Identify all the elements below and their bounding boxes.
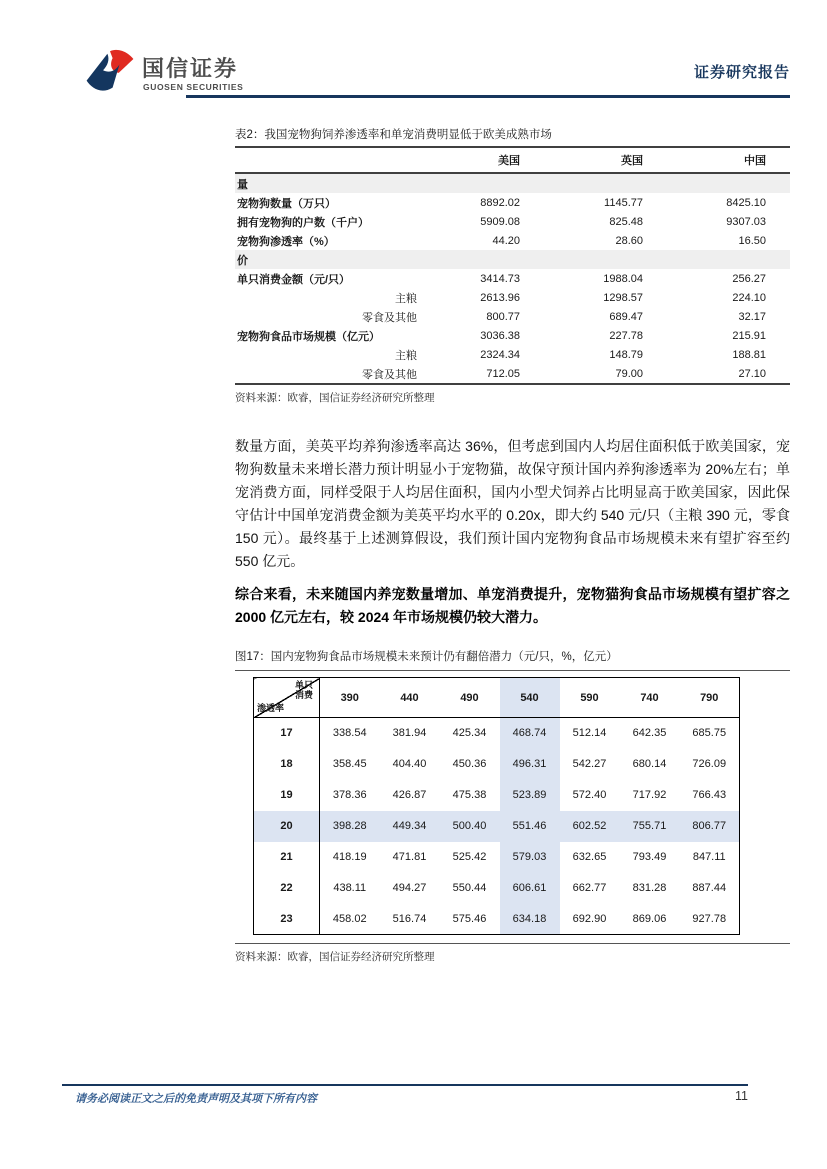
figure17-bottom-divider: [235, 943, 790, 944]
figure17-value: 358.45: [332, 758, 367, 770]
figure17-value: 512.14: [572, 727, 607, 740]
table2-value: 256.27: [732, 272, 766, 285]
table2-header-uk: 英国: [544, 147, 667, 173]
guosen-logo-icon: [84, 46, 136, 98]
table2-row: [235, 326, 790, 345]
figure17-top-divider: [235, 670, 790, 671]
table2-row-label: 宠物狗数量（万只）: [237, 197, 336, 210]
figure17-value: 831.28: [632, 882, 667, 894]
table2-section-label: 量: [235, 173, 790, 193]
table2-value: 3414.73: [480, 272, 520, 285]
table2-row: [235, 193, 790, 212]
table2-row: [235, 231, 790, 250]
table2-header-row: [235, 147, 790, 173]
figure17-value: 471.81: [392, 851, 427, 863]
figure17-value: 806.77: [680, 811, 740, 842]
table2-value: 79.00: [615, 367, 643, 380]
figure17-value: 685.75: [692, 727, 727, 740]
figure17-header-row: [254, 678, 740, 718]
figure17-value: 755.71: [620, 811, 680, 842]
table2-value: 2324.34: [480, 348, 520, 361]
table2: [235, 146, 790, 385]
figure17-value: 887.44: [692, 882, 727, 894]
figure17-corner-top-label: 单只消费: [294, 680, 313, 700]
table2-value: 27.10: [738, 367, 766, 380]
figure17-value: 523.89: [500, 780, 560, 811]
figure17-value: 458.02: [332, 912, 367, 925]
figure17-value: 468.74: [500, 718, 560, 749]
figure17-value: 438.11: [333, 882, 367, 894]
table2-row-label: 宠物狗食品市场规模（亿元）: [237, 330, 380, 343]
figure17-col-header: 790: [680, 678, 740, 718]
figure17-corner-cell: [254, 678, 320, 718]
figure17-value: 550.44: [452, 882, 487, 894]
table2-row: [235, 307, 790, 326]
figure17-value: 418.19: [332, 851, 367, 863]
table2-value: 215.91: [732, 329, 766, 342]
figure17-row-label: 23: [254, 904, 320, 935]
table2-value: 148.79: [609, 348, 643, 361]
figure17-source: 资料来源：欧睿，国信证券经济研究所整理: [235, 951, 435, 963]
table2-row: [235, 212, 790, 231]
figure17-col-header: 390: [320, 678, 380, 718]
figure17-value: 398.28: [320, 811, 380, 842]
table2-body: [235, 173, 790, 384]
table2-value: 825.48: [609, 215, 643, 228]
figure17-value: 542.27: [572, 758, 607, 770]
figure17-value: 793.49: [632, 851, 667, 863]
figure17-value: 680.14: [632, 758, 667, 770]
figure17-col-header: 540: [500, 678, 560, 718]
table2-row: [235, 345, 790, 364]
figure17-row-label: 17: [254, 718, 320, 749]
figure17-value: 425.34: [452, 727, 487, 740]
table2-title: 表2：我国宠物狗饲养渗透率和单宠消费明显低于欧美成熟市场: [235, 129, 552, 141]
table2-header-us: 美国: [421, 147, 544, 173]
table2-row-label: 主粮: [395, 292, 417, 305]
table2-value: 1988.04: [603, 272, 643, 285]
table2-value: 1145.77: [604, 196, 643, 209]
figure17-value: 717.92: [632, 789, 667, 801]
figure17-body: [254, 718, 740, 935]
table2-row-label: 宠物狗渗透率（%）: [237, 235, 335, 248]
footer-disclaimer: 请务必阅读正文之后的免责声明及其项下所有内容: [75, 1093, 317, 1105]
figure17-col-header: 440: [380, 678, 440, 718]
table2-row-label: 单只消费金额（元/只）: [237, 273, 351, 286]
table2-source: 资料来源：欧睿，国信证券经济研究所整理: [235, 392, 435, 404]
figure17-title: 图17：国内宠物狗食品市场规模未来预计仍有翻倍潜力（元/只，%，亿元）: [235, 651, 618, 663]
table2-row-label: 零食及其他: [362, 368, 417, 381]
figure17-value: 404.40: [392, 758, 427, 770]
header-divider: [186, 95, 790, 98]
figure17-value: 634.18: [500, 904, 560, 935]
figure17-value: 662.77: [572, 882, 607, 894]
brand-name-en: GUOSEN SECURITIES: [143, 82, 244, 92]
figure17-row: [254, 749, 740, 780]
figure17-value: 692.90: [572, 912, 607, 925]
brand-name-cn: 国信证券: [142, 56, 239, 81]
table2-value: 28.60: [615, 234, 643, 247]
table2-value: 689.47: [609, 310, 643, 323]
figure17-value: 869.06: [632, 912, 667, 925]
table2-value: 800.77: [486, 310, 520, 323]
figure17-row: [254, 780, 740, 811]
table2-row: [235, 173, 790, 193]
figure17-value: 381.94: [392, 727, 427, 740]
summary-paragraph: 综合来看，未来随国内养宠数量增加、单宠消费提升，宠物猫狗食品市场规模有望扩容之 2000 亿元左右，较 2024 年市场规模仍较大潜力。: [235, 586, 790, 625]
figure17-value: 642.35: [632, 727, 667, 740]
table2-header-cn: 中国: [667, 147, 790, 173]
figure17-value: 500.40: [440, 811, 500, 842]
figure17-row-label: 22: [254, 873, 320, 904]
figure17-value: 449.34: [380, 811, 440, 842]
figure17-value: 338.54: [332, 727, 367, 740]
figure17-value: 847.11: [692, 851, 726, 863]
figure17-value: 494.27: [392, 882, 427, 894]
figure17-row-label: 19: [254, 780, 320, 811]
figure17-row: [254, 873, 740, 904]
figure17-value: 572.40: [572, 789, 607, 801]
figure17-value: 525.42: [452, 851, 487, 863]
table2-value: 9307.03: [726, 215, 766, 228]
figure17-value: 927.78: [692, 912, 727, 925]
table2-value: 8892.02: [480, 196, 520, 209]
table2-value: 712.05: [486, 367, 520, 380]
figure17-row: [254, 811, 740, 842]
table2-value: 3036.38: [480, 329, 520, 342]
table2-value: 32.17: [738, 310, 766, 323]
figure17-value: 450.36: [452, 758, 487, 770]
table2-row-label: 零食及其他: [362, 311, 417, 324]
table2-row: [235, 364, 790, 384]
figure17-row-label: 21: [254, 842, 320, 873]
figure17-value: 551.46: [500, 811, 560, 842]
table2-value: 2613.96: [480, 291, 520, 304]
figure17-matrix-wrap: [253, 677, 790, 935]
report-type-label: 证券研究报告: [693, 64, 790, 81]
figure17-col-header: 490: [440, 678, 500, 718]
table2-value: 5909.08: [480, 215, 520, 228]
figure17-row-label: 20: [254, 811, 320, 842]
footer-divider: [62, 1084, 748, 1086]
figure17-corner-bottom-label: 渗透率: [257, 703, 285, 713]
figure17-value: 602.52: [560, 811, 620, 842]
table2-row: [235, 250, 790, 269]
figure17-value: 475.38: [452, 789, 487, 801]
body-paragraph: 数量方面，美英平均养狗渗透率高达 36%，但考虑到国内人均居住面积低于欧美国家，宠物狗数量未来增长潜力预计明显小于宠物猫，故保守预计国内养狗渗透率为 20%左右；单宠消费方面，同样受限于人均居住面积，国内小型犬饲养占比明显高于欧美国家，因此保守估计中国单宠消费金额为美英平均水平的 0.20x，即大约 540 元/只（主粮 390 元，零食 150 元）。最终基于上述测算假设，我们预计国内宠物狗食品市场规模未来有望扩容至约 550 亿元。: [235, 438, 790, 569]
figure17-value: 496.31: [500, 749, 560, 780]
table2-value: 44.20: [492, 234, 520, 247]
figure17-row: [254, 904, 740, 935]
figure17-table: [253, 677, 740, 935]
figure17-value: 426.87: [392, 789, 427, 801]
figure17-value: 575.46: [452, 912, 487, 925]
figure17-value: 606.61: [500, 873, 560, 904]
figure17-value: 726.09: [692, 758, 727, 770]
table2-row-label: 拥有宠物狗的户数（千户）: [237, 216, 369, 229]
table2-value: 224.10: [732, 291, 766, 304]
table2-value: 8425.10: [726, 196, 766, 209]
content-column: [235, 126, 790, 964]
figure17-col-header: 740: [620, 678, 680, 718]
table2-value: 1298.57: [603, 291, 643, 304]
figure17-row: [254, 842, 740, 873]
figure17-row-label: 18: [254, 749, 320, 780]
figure17-value: 766.43: [692, 789, 727, 801]
page-number: 11: [735, 1089, 748, 1103]
table2-row: [235, 269, 790, 288]
table2-header-empty: [235, 147, 421, 173]
figure17-row: [254, 718, 740, 749]
table2-value: 188.81: [732, 348, 766, 361]
table2-row: [235, 288, 790, 307]
figure17-value: 579.03: [500, 842, 560, 873]
figure17-value: 378.36: [332, 789, 367, 801]
figure17-value: 632.65: [572, 851, 607, 863]
figure17-col-header: 590: [560, 678, 620, 718]
table2-value: 16.50: [738, 234, 766, 247]
table2-row-label: 主粮: [395, 349, 417, 362]
figure17-value: 516.74: [392, 912, 427, 925]
table2-value: 227.78: [609, 329, 643, 342]
table2-section-label: 价: [235, 250, 790, 269]
